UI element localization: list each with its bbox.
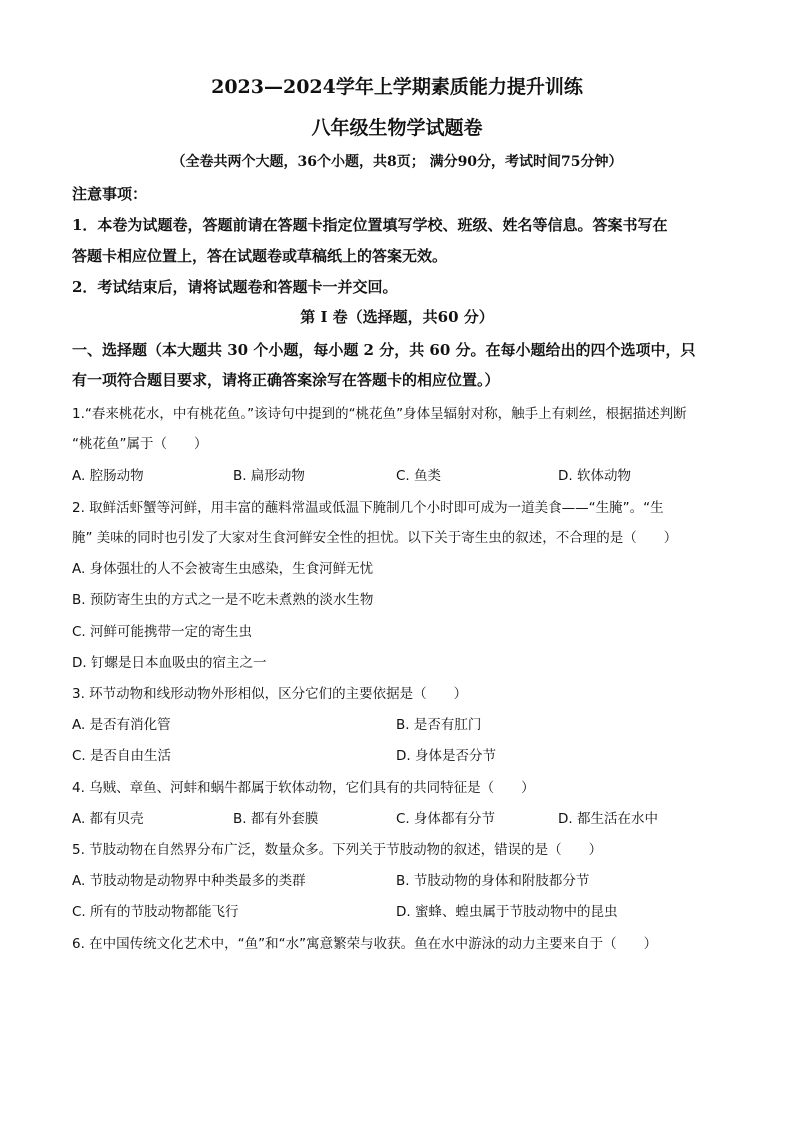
question-3-option-d: D. 身体是否分节 (396, 748, 496, 764)
question-3-option-a: A. 是否有消化管 (72, 717, 171, 733)
question-5-option-a: A. 节肢动物是动物界中种类最多的类群 (72, 873, 306, 889)
question-5-option-b: B. 节肢动物的身体和附肢都分节 (396, 873, 590, 889)
question-4-text: 4. 乌贼、章鱼、河蚌和蜗牛都属于软体动物，它们具有的共同特征是（ ） (72, 780, 535, 796)
question-2-option-b: B. 预防寄生虫的方式之一是不吃未煮熟的淡水生物 (72, 592, 374, 608)
question-2-option-c: C. 河鲜可能携带一定的寄生虫 (72, 624, 253, 640)
exam-title: 2023—2024学年上学期素质能力提升训练 (211, 76, 583, 98)
notice-item-1: 1．本卷为试题卷，答题前请在答题卡指定位置填写学校、班级、姓名等信息。答案书写在 (72, 216, 668, 234)
question-4-option-a: A. 都有贝壳 (72, 811, 144, 827)
question-2-text-cont: 腌” 美味的同时也引发了大家对生食河鲜安全性的担忧。以下关于寄生虫的叙述，不合理的是（ ） (72, 530, 678, 546)
notice-item-1-cont: 答题卡相应位置上，答在试题卷或草稿纸上的答案无效。 (72, 247, 448, 265)
question-3-option-b: B. 是否有肛门 (396, 717, 482, 733)
question-5-option-d: D. 蜜蜂、蝗虫属于节肢动物中的昆虫 (396, 904, 618, 920)
question-1-option-d: D. 软体动物 (558, 468, 631, 484)
question-6-text: 6. 在中国传统文化艺术中，“鱼”和“水”寓意繁荣与收获。鱼在水中游泳的动力主要来自于（ ） (72, 936, 658, 952)
section-instructions: 一、选择题（本大题共 30 个小题，每小题 2 分，共 60 分。在每小题给出的四个选项中，只 (72, 341, 696, 359)
section-title: 第 I 卷（选择题，共60 分） (300, 308, 494, 326)
question-3-option-c: C. 是否自由生活 (72, 748, 172, 764)
question-4-option-d: D. 都生活在水中 (558, 811, 658, 827)
question-4-option-c: C. 身体都有分节 (396, 811, 496, 827)
question-1-text: 1.“春来桃花水，中有桃花鱼。”该诗句中提到的“桃花鱼”身体呈辐射对称，触手上有刺丝，根据描述判断 (72, 406, 687, 422)
section-instructions-cont: 有一项符合题目要求，请将正确答案涂写在答题卡的相应位置。） (72, 371, 500, 389)
question-2-option-a: A. 身体强壮的人不会被寄生虫感染，生食河鲜无忧 (72, 561, 374, 577)
exam-subtitle: 八年级生物学试题卷 (311, 117, 483, 139)
question-3-text: 3. 环节动物和线形动物外形相似，区分它们的主要依据是（ ） (72, 686, 468, 702)
question-1-option-a: A. 腔肠动物 (72, 468, 144, 484)
question-1-option-c: C. 鱼类 (396, 468, 442, 484)
question-2-text: 2. 取鲜活虾蟹等河鲜，用丰富的蘸料常温或低温下腌制几个小时即可成为一道美食——“生腌”。“生 (72, 500, 664, 516)
question-2-option-d: D. 钉螺是日本血吸虫的宿主之一 (72, 655, 267, 671)
notice-heading: 注意事项： (72, 185, 148, 203)
question-1-text-cont: “桃花鱼”属于（ ） (72, 436, 208, 452)
notice-item-2: 2．考试结束后，请将试题卷和答题卡一并交回。 (72, 278, 398, 296)
question-1-option-b: B. 扁形动物 (233, 468, 305, 484)
question-5-text: 5. 节肢动物在自然界分布广泛，数量众多。下列关于节肢动物的叙述，错误的是（ ） (72, 842, 603, 858)
exam-info: （全卷共两个大题，36个小题，共8页； 满分90分，考试时间75分钟） (171, 154, 623, 170)
question-4-option-b: B. 都有外套膜 (233, 811, 319, 827)
question-5-option-c: C. 所有的节肢动物都能飞行 (72, 904, 239, 920)
